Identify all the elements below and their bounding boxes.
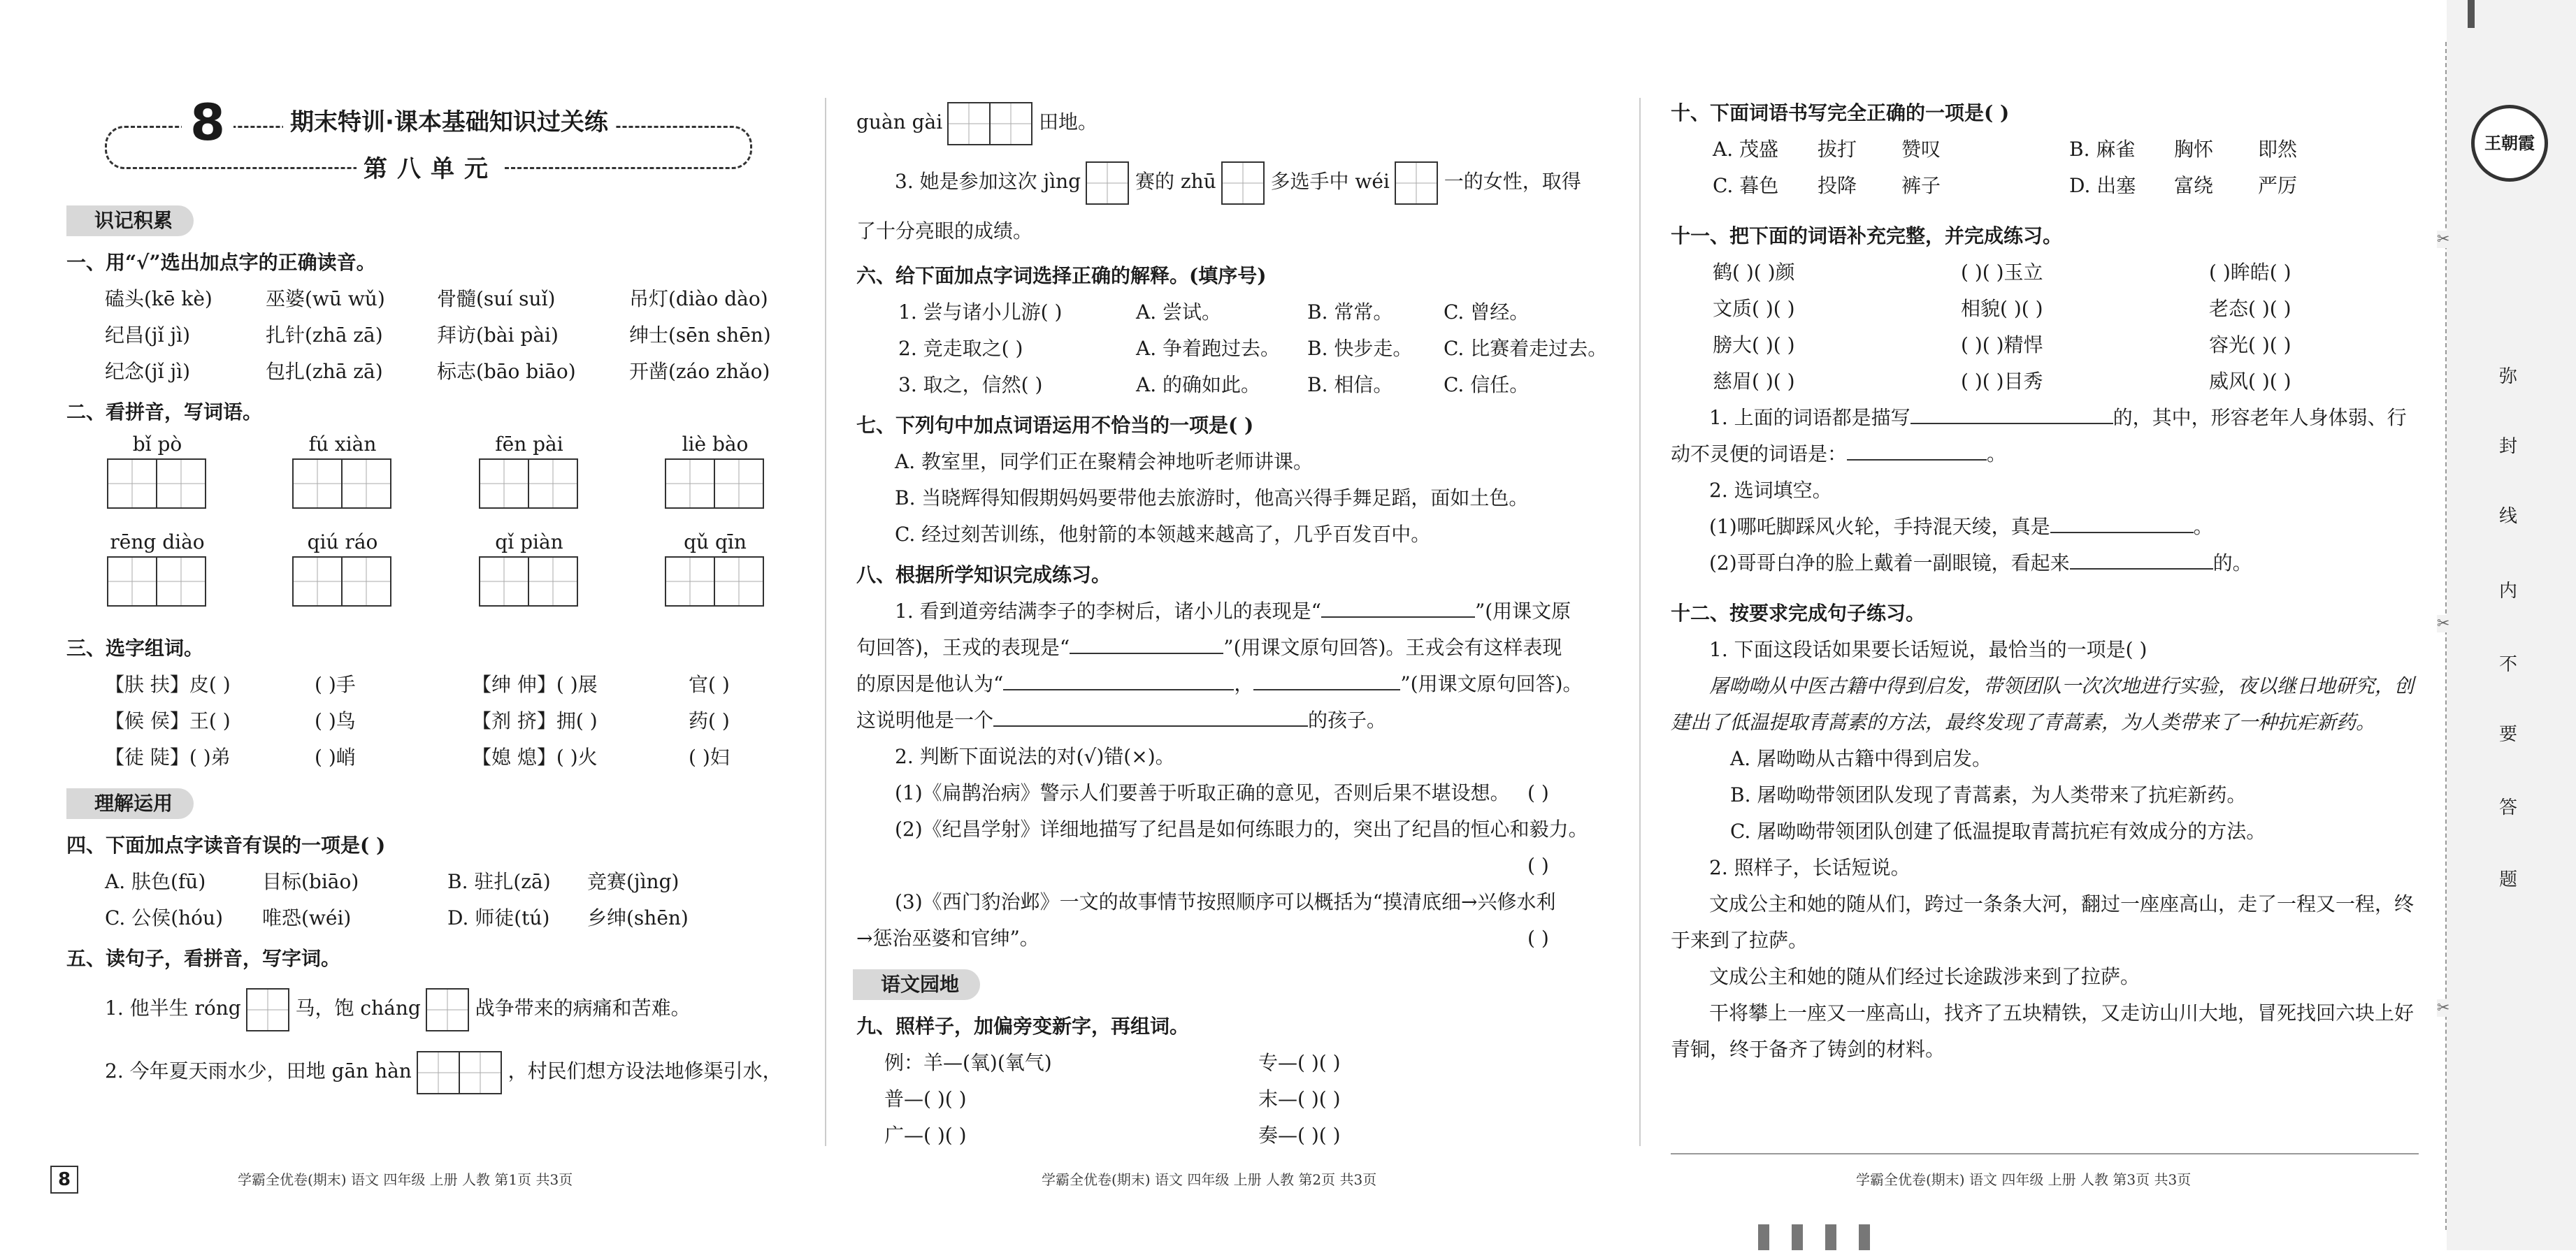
q1-item: 吊灯(diào dào): [629, 287, 768, 310]
q1-item: 标志(bāo biāo): [437, 360, 576, 383]
q11-fill-1: [1671, 509, 2426, 545]
q9-row-3: [856, 1117, 1611, 1154]
q6-option: B. 相信。: [1307, 373, 1393, 396]
q2-item: [666, 430, 764, 509]
q5-text: ，村民们想方设法地修渠引水，: [508, 1059, 782, 1082]
scissor-icon: ✂: [2437, 231, 2450, 248]
q3-row-2: [66, 703, 793, 739]
q8-text: 2. 判断下面说法的对(√)错(×)。: [895, 745, 1175, 768]
q7-option-c: C. 经过刻苦训练，他射箭的本领越来越高了，几乎百发百中。: [895, 523, 1431, 546]
q10-title: 十、下面词语书写完全正确的一项是( ): [1671, 101, 2010, 124]
scissor-icon: ✂: [2437, 999, 2450, 1017]
q1-item: 扎针(zhā zā): [266, 324, 383, 347]
q1-item: 包扎(zhā zā): [266, 360, 383, 383]
q6-option: C. 信任。: [1444, 373, 1530, 396]
answer-blank[interactable]: [2050, 532, 2194, 533]
q6-option: A. 争着跑过去。: [1136, 337, 1281, 360]
q1-item: 拜访(bài pài): [437, 324, 559, 347]
q4-option: 唯恐(wéi): [262, 906, 352, 929]
q8-judge-text: (3)《西门豹治邺》一文的故事情节按照顺序可以概括为“摸清底细→兴修水利: [895, 890, 1556, 913]
q9-item: 广—( )( ): [884, 1124, 967, 1147]
q2-item: [294, 528, 391, 607]
q3-item: 【徒 陡】( )弟: [105, 746, 231, 769]
q8-text: ”(用课文原: [1474, 600, 1571, 623]
brand-logo: 王朝霞: [2471, 105, 2548, 182]
scissor-icon: ✂: [2437, 615, 2450, 632]
pinyin-label: qǔ qīn: [684, 530, 747, 553]
footer-text-3: 学霸全优卷(期末) 语文 四年级 上册 人教 第3页 共3页: [1856, 1171, 2192, 1188]
unit-number: 8: [182, 94, 233, 150]
q8-judge-2: [856, 811, 1611, 848]
binding-strip: [2447, 0, 2576, 1250]
q1-row-2: [66, 317, 793, 354]
q10-word: 即然: [2258, 138, 2298, 161]
q11-item: ( )( )精悍: [1961, 333, 2043, 356]
q10-word: 拔打: [1818, 138, 1857, 161]
q4-option: A. 肤色(fū): [105, 870, 206, 893]
q8-text: 这说明他是一个: [856, 709, 994, 732]
q11-text: 。: [1987, 442, 2007, 465]
q6-row-2: [856, 331, 1611, 367]
q4-option: 目标(biāo): [262, 870, 359, 893]
writing-grid[interactable]: [1396, 161, 1438, 205]
answer-blank[interactable]: [2070, 568, 2213, 570]
seal-char: 题: [2499, 869, 2518, 890]
writing-grid[interactable]: [247, 988, 289, 1031]
writing-grid[interactable]: [949, 102, 1032, 145]
q5-text: 2. 今年夏天雨水少，田地 gān hàn: [105, 1059, 412, 1082]
q5-text: guàn gài: [856, 110, 943, 133]
answer-paren[interactable]: ( ): [1527, 927, 1549, 950]
column-divider: [825, 98, 826, 1146]
q2-row-1: [66, 430, 793, 528]
writing-grid[interactable]: [666, 556, 764, 607]
pinyin-label: fēn pài: [495, 433, 563, 456]
q3-item: 官( ): [689, 673, 730, 696]
q9-item: 末—( )( ): [1258, 1087, 1341, 1110]
q2-item: [480, 528, 578, 607]
answer-paren[interactable]: ( ): [1527, 854, 1549, 877]
q10-word: 投降: [1818, 174, 1857, 197]
q1-item: 纪念(jǐ jì): [105, 360, 191, 383]
q11-p1-line-2: [1671, 436, 2426, 472]
section-tag-understand: 理解运用: [66, 788, 194, 819]
q9-row-2: [856, 1081, 1611, 1117]
writing-grid[interactable]: [427, 988, 469, 1031]
pinyin-label: bǐ pò: [132, 433, 182, 456]
q4-option: C. 公侯(hóu): [105, 906, 223, 929]
q6-title: 六、给下面加点字词选择正确的解释。(填序号): [856, 264, 1267, 287]
q3-item: 【肤 扶】皮( ): [105, 673, 231, 696]
q8-judge-1: [856, 775, 1611, 811]
q11-item: ( )( )目秀: [1961, 370, 2043, 393]
q8-judge-3: [856, 920, 1611, 957]
pinyin-label: qǐ piàn: [495, 530, 563, 553]
q8-p1-line-2: [856, 630, 1611, 666]
q11-item: 文质( )( ): [1713, 297, 1795, 320]
q6-option: B. 常常。: [1307, 300, 1393, 324]
q11-row-1: [1671, 254, 2426, 291]
q1-item: 磕头(kē kè): [105, 287, 213, 310]
q12-option-c: C. 屠呦呦带领团队创建了低温提取青蒿抗疟有效成分的方法。: [1730, 820, 2266, 843]
q1-item: 纪昌(jǐ jì): [105, 324, 191, 347]
q6-item: 2. 竞走取之( ): [898, 337, 1023, 360]
q12-option-b: B. 屠呦呦带领团队发现了青蒿素，为人类带来了抗疟新药。: [1730, 783, 2247, 806]
q4-row-2: [66, 900, 793, 936]
print-registration-marks: [1758, 1224, 1892, 1253]
column-1: [66, 203, 793, 1103]
q10-option: D. 出塞: [2069, 174, 2136, 197]
writing-grid[interactable]: [666, 458, 764, 509]
answer-blank[interactable]: [1321, 616, 1475, 618]
q9-item: 奏—( )( ): [1258, 1124, 1341, 1147]
answer-blank[interactable]: [1003, 689, 1234, 690]
q10-option: C. 暮色: [1713, 174, 1779, 197]
writing-grid[interactable]: [1087, 161, 1129, 205]
q11-item: 膀大( )( ): [1713, 333, 1795, 356]
q11-text: 2. 选词填空。: [1709, 479, 1832, 502]
answer-blank[interactable]: [1070, 653, 1223, 654]
answer-blank[interactable]: [993, 725, 1308, 727]
q6-option: C. 比赛着走过去。: [1444, 337, 1608, 360]
q8-judge-2-paren: [856, 848, 1611, 884]
seal-char: 弥: [2499, 366, 2518, 387]
q10-option: B. 麻雀: [2069, 138, 2136, 161]
q3-item: ( )峭: [315, 746, 356, 769]
q8-text: 1. 看到道旁结满李子的李树后，诸小儿的表现是“: [895, 600, 1321, 623]
q11-row-3: [1671, 327, 2426, 363]
footer-rule: [1671, 1153, 2419, 1154]
q3-row-1: [66, 667, 793, 703]
binding-mark: [2468, 0, 2475, 28]
q3-item: 药( ): [689, 709, 730, 732]
q5-sentence-2: [66, 1040, 793, 1103]
q9-row-1: [856, 1045, 1611, 1081]
q10-word: 赞叹: [1901, 138, 1941, 161]
q7-title: 七、下列句中加点词语运用不恰当的一项是( ): [856, 414, 1254, 437]
q8-text: ”(用课文原句回答)。: [1400, 672, 1583, 695]
q6-item: 1. 尝与诸小儿游( ): [898, 300, 1063, 324]
q11-text: (2)哥哥白净的脸上戴着一副眼镜，看起来: [1709, 551, 2070, 574]
seal-char: 要: [2499, 724, 2518, 745]
q8-text: 的原因是他认为“: [856, 672, 1004, 695]
q12-title: 十二、按要求完成句子练习。: [1671, 602, 1926, 625]
q2-item: [294, 430, 391, 509]
q12-option-a: A. 屠呦呦从古籍中得到启发。: [1730, 747, 1992, 770]
q1-title: 一、用“√”选出加点字的正确读音。: [66, 251, 376, 274]
q5-text: 田地。: [1038, 110, 1098, 133]
q3-item: 【绅 伸】( )展: [472, 673, 598, 696]
pinyin-label: qiú ráo: [307, 530, 378, 553]
q11-item: 容光( )( ): [2209, 333, 2291, 356]
q8-judge-text: (2)《纪昌学射》详细地描写了纪昌是如何练眼力的，突出了纪昌的恒心和毅力。: [895, 818, 1588, 841]
q2-item: [108, 528, 206, 607]
page-title: 期末特训·课本基础知识过关练: [283, 105, 615, 140]
q3-row-3: [66, 739, 793, 776]
q1-row-3: [66, 354, 793, 390]
q3-item: ( )手: [315, 673, 356, 696]
q11-text: 的，其中，形容老年人身体弱、行: [2113, 406, 2407, 429]
q12-example-short: 文成公主和她的随从们经过长途跋涉来到了拉萨。: [1709, 965, 2140, 988]
q5-text: 1. 他半生 róng: [105, 997, 241, 1020]
q3-item: 【候 侯】王( ): [105, 709, 231, 732]
writing-grid[interactable]: [294, 458, 391, 509]
answer-blank[interactable]: [1253, 689, 1400, 690]
page-subtitle: 第八单元: [357, 152, 505, 186]
writing-grid[interactable]: [1223, 161, 1265, 205]
q6-row-3: [856, 367, 1611, 403]
q5-sentence-3: [856, 150, 1611, 213]
q4-option: B. 驻扎(zā): [447, 870, 551, 893]
q4-option: 竞赛(jìng): [587, 870, 679, 893]
q11-text: 。: [2193, 515, 2213, 538]
writing-grid[interactable]: [294, 556, 391, 607]
q10-row-2: [1671, 168, 2426, 204]
q6-option: B. 快步走。: [1307, 337, 1413, 360]
q10-word: 裤子: [1901, 174, 1941, 197]
pinyin-label: liè bào: [682, 433, 749, 456]
seal-char: 答: [2499, 797, 2518, 818]
q4-option: D. 师徒(tú): [447, 906, 550, 929]
answer-blank[interactable]: [1911, 423, 2113, 424]
q6-option: A. 尝试。: [1136, 300, 1222, 324]
section-tag-garden: 语文园地: [853, 969, 980, 1000]
q5-text: 多选手中 wéi: [1270, 170, 1390, 193]
q5-text: 马，饱 cháng: [295, 997, 421, 1020]
q1-item: 骨髓(suí suǐ): [437, 287, 556, 310]
q8-p1-line-1: [856, 593, 1611, 630]
q11-item: 相貌( )( ): [1961, 297, 2043, 320]
q6-item: 3. 取之，信然( ): [898, 373, 1043, 396]
q5-sentence-1: [66, 977, 793, 1040]
q8-text: ，: [1234, 672, 1254, 695]
footer-text-2: 学霸全优卷(期末) 语文 四年级 上册 人教 第2页 共3页: [1042, 1171, 1377, 1188]
q11-row-4: [1671, 363, 2426, 400]
q8-text: 句回答)，王戎的表现是“: [856, 636, 1070, 659]
section-tag-memorize: 识记积累: [66, 205, 194, 236]
footer-text-1: 学霸全优卷(期末) 语文 四年级 上册 人教 第1页 共3页: [238, 1171, 573, 1188]
q11-item: 鹤( )( )颜: [1713, 261, 1795, 284]
q2-item: [108, 430, 206, 509]
answer-blank[interactable]: [1847, 459, 1987, 461]
answer-paren[interactable]: ( ): [1527, 781, 1549, 804]
q11-item: 慈眉( )( ): [1713, 370, 1795, 393]
q9-item: 专—( )( ): [1258, 1051, 1341, 1074]
q10-option: A. 茂盛: [1713, 138, 1779, 161]
q3-item: 【剂 挤】拥( ): [472, 709, 598, 732]
q6-option: C. 曾经。: [1444, 300, 1530, 324]
q3-item: 【媳 熄】( )火: [472, 746, 598, 769]
q5-text: 战争带来的病痛和苦难。: [475, 997, 691, 1020]
q11-item: ( )( )玉立: [1961, 261, 2043, 284]
q8-p1-line-3: [856, 666, 1611, 702]
q5-text: 了十分亮眼的成绩。: [856, 219, 1033, 242]
q9-item: 例：羊—(氧)(氧气): [884, 1051, 1052, 1074]
q12-passage: 屠呦呦从中医古籍中得到启发，带领团队一次次地进行实验，夜以继日地研究，创建出了低温提取青蒿素的方法，最终发现了青蒿素，为人类带来了一种抗疟新药。: [1671, 674, 2415, 734]
q9-title: 九、照样子，加偏旁变新字，再组词。: [856, 1015, 1190, 1038]
writing-grid[interactable]: [108, 458, 206, 509]
q12-text: 1. 下面这段话如果要长话短说，最恰当的一项是( ): [1709, 638, 2147, 661]
q9-item: 普—( )( ): [884, 1087, 967, 1110]
q8-text: 的孩子。: [1308, 709, 1387, 732]
q11-text: 动不灵便的词语是：: [1671, 442, 1848, 465]
pinyin-label: fú xiàn: [308, 433, 377, 456]
seal-char: 不: [2499, 654, 2518, 675]
q3-item: ( )鸟: [315, 709, 356, 732]
q6-option: A. 的确如此。: [1136, 373, 1261, 396]
q11-title: 十一、把下面的词语补充完整，并完成练习。: [1671, 224, 2063, 247]
q11-fill-2: [1671, 545, 2426, 581]
writing-grid[interactable]: [108, 556, 206, 607]
q2-title: 二、看拼音，写词语。: [66, 400, 263, 423]
q11-item: 老态( )( ): [2209, 297, 2291, 320]
q5-title: 五、读句子，看拼音，写字词。: [66, 947, 341, 970]
q8-judge-text: →惩治巫婆和官绅”。: [856, 927, 1039, 950]
q8-text: ”(用课文原句回答)。王戎会有这样表现: [1223, 636, 1562, 659]
q5-text: 赛的 zhū: [1135, 170, 1216, 193]
q12-task: 干将攀上一座又一座高山，找齐了五块精铁，又走访山川大地，冒死找回六块上好青铜，终于备齐了铸剑的材料。: [1671, 1001, 2415, 1061]
q7-option-a: A. 教室里，同学们正在聚精会神地听老师讲课。: [895, 450, 1314, 473]
q8-judge-text: (1)《扁鹊治病》警示人们要善于听取正确的意见，否则后果不堪设想。: [895, 781, 1510, 804]
q12-example-long: 文成公主和她的随从们，跨过一条条大河，翻过一座座高山，走了一程又一程，终于来到了拉萨。: [1671, 892, 2415, 952]
q3-title: 三、选字组词。: [66, 637, 204, 660]
q11-row-2: [1671, 291, 2426, 327]
column-3: [1671, 91, 2426, 1068]
q8-title: 八、根据所学知识完成练习。: [856, 563, 1111, 586]
q2-item: [666, 528, 764, 607]
q11-item: ( )眸皓( ): [2209, 261, 2291, 284]
q10-word: 严厉: [2258, 174, 2298, 197]
q10-word: 富绕: [2174, 174, 2214, 197]
seal-char: 内: [2499, 581, 2518, 602]
q4-option: 乡绅(shēn): [587, 906, 689, 929]
q11-item: 威风( )( ): [2209, 370, 2291, 393]
q1-item: 绅士(sēn shēn): [629, 324, 771, 347]
column-2: [856, 94, 1611, 1154]
q10-row-1: [1671, 131, 2426, 168]
writing-grid[interactable]: [480, 556, 578, 607]
column-divider: [1639, 98, 1641, 1146]
unit-header: [105, 93, 748, 183]
pinyin-label: rēng diào: [110, 530, 205, 553]
q11-text: 1. 上面的词语都是描写: [1709, 406, 1911, 429]
writing-grid[interactable]: [480, 458, 578, 509]
writing-grid[interactable]: [418, 1051, 502, 1094]
q11-text: (1)哪吒脚踩风火轮，手持混天绫，真是: [1709, 515, 2050, 538]
q1-item: 巫婆(wū wǔ): [266, 287, 385, 310]
seal-char: 线: [2499, 506, 2518, 527]
q2-item: [480, 430, 578, 509]
q5-text: 一的女性，取得: [1444, 170, 1581, 193]
q7-option-b: B. 当晓辉得知假期妈妈要带他去旅游时，他高兴得手舞足蹈，面如土色。: [895, 486, 1529, 509]
q2-row-2: [66, 528, 793, 626]
q1-row-1: [66, 281, 793, 317]
page-number-badge: 8: [50, 1166, 78, 1194]
q11-p1-line-1: [1671, 400, 2426, 436]
seal-line: [2445, 42, 2447, 1230]
q12-text: 2. 照样子，长话短说。: [1709, 856, 1911, 879]
q4-row-1: [66, 864, 793, 900]
q3-item: ( )妇: [689, 746, 730, 769]
seal-char: 封: [2499, 436, 2518, 457]
q8-p1-line-4: [856, 702, 1611, 739]
q11-text: 的。: [2212, 551, 2252, 574]
q10-word: 胸怀: [2174, 138, 2214, 161]
q5-text: 3. 她是参加这次 jìng: [895, 170, 1081, 193]
q6-row-1: [856, 294, 1611, 331]
q1-item: 开凿(záo zhǎo): [629, 360, 770, 383]
q4-title: 四、下面加点字读音有误的一项是( ): [66, 834, 386, 857]
q5-sentence-2-cont: [856, 94, 1611, 150]
